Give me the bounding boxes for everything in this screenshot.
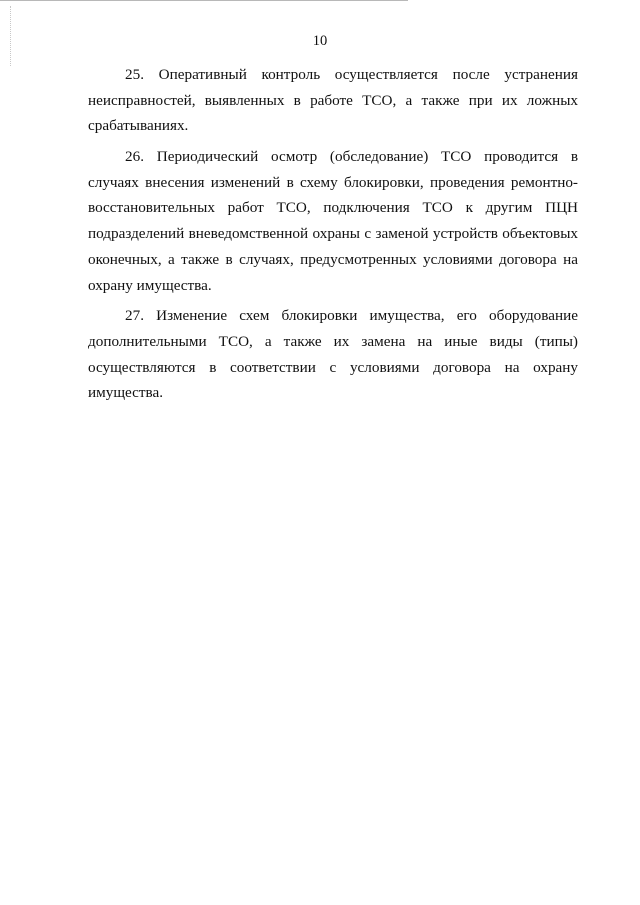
paragraph-line: неисправностей, выявленных в работе ТСО, а также при их ложных	[88, 91, 578, 109]
paragraph-line: подразделений вневедомственной охраны с заменой устройств объектовых	[88, 225, 578, 243]
page-number: 10	[312, 33, 328, 49]
paragraph-line: 26. Периодический осмотр (обследование) ТСО проводится в	[125, 148, 578, 166]
paragraph-27	[88, 303, 578, 406]
paragraph-line: осуществляются в соответствии с условиями договора на охрану	[88, 358, 578, 376]
paragraph-line: охрану имущества.	[88, 276, 212, 294]
paragraph-line: случаях внесения изменений в схему блокировки, проведения ремонтно-	[88, 173, 578, 191]
paragraph-line: срабатываниях.	[88, 117, 189, 135]
paragraph-line: 25. Оперативный контроль осуществляется после устранения	[125, 66, 578, 83]
paragraph-line: дополнительными ТСО, а также их замена на иные виды (типы)	[88, 332, 578, 350]
document-body	[88, 62, 578, 411]
paragraph-line: 27. Изменение схем блокировки имущества, его оборудование	[125, 307, 578, 325]
paragraph-line: имущества.	[88, 384, 164, 402]
paragraph-26	[88, 144, 578, 298]
paragraph-line: оконечных, а также в случаях, предусмотренных условиями договора на	[88, 250, 578, 268]
scan-edge-top	[0, 0, 408, 1]
paragraph-line: восстановительных работ ТСО, подключения ТСО к другим ПЦН	[88, 199, 578, 217]
paragraph-25	[88, 62, 578, 139]
